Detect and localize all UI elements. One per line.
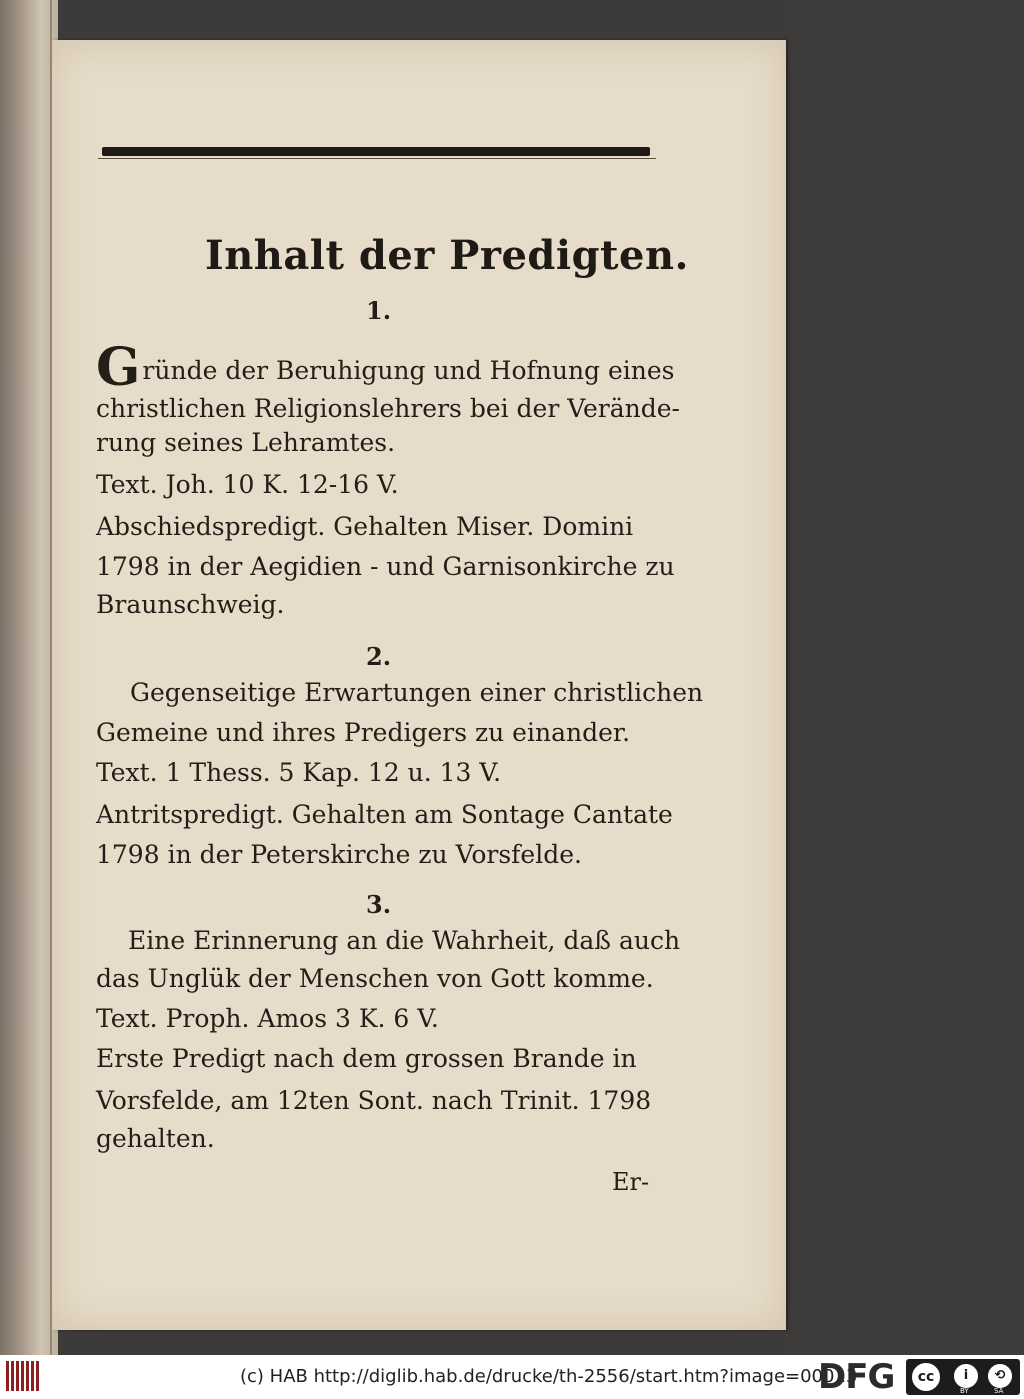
header-rule xyxy=(102,147,650,156)
section-1-line-6: 1798 in der Aegidien - und Garnisonkirche zu xyxy=(96,552,675,581)
copyright-link[interactable]: (c) HAB http://diglib.hab.de/drucke/th-2556/start.htm?image=00013 xyxy=(240,1366,858,1387)
attribution-icon: i xyxy=(952,1362,980,1390)
section-3-line-2: das Unglük der Menschen von Gott komme. xyxy=(96,964,654,993)
barcode-icon xyxy=(6,1361,40,1391)
footer-bar xyxy=(0,1355,1024,1399)
section-2-line-3: Text. 1 Thess. 5 Kap. 12 u. 13 V. xyxy=(96,758,502,787)
cc-icon: cc xyxy=(910,1361,942,1393)
page-title: Inhalt der Predigten. xyxy=(205,232,689,279)
section-1-line-1 xyxy=(96,337,675,398)
section-2-line-5: 1798 in der Peterskirche zu Vorsfelde. xyxy=(96,840,582,869)
section-2-line-2: Gemeine und ihres Predigers zu einander. xyxy=(96,718,631,747)
section-number-3: 3. xyxy=(366,890,392,919)
cc-license-badge[interactable] xyxy=(906,1359,1020,1395)
section-3-line-1: Eine Erinnerung an die Wahrheit, daß auch xyxy=(128,926,681,955)
license-sa-label: SA xyxy=(994,1387,1004,1395)
section-1-line-7: Braunschweig. xyxy=(96,590,285,619)
section-1-line-2: christlichen Religionslehrers bei der Verände- xyxy=(96,394,681,423)
share-alike-icon: ⟲ xyxy=(986,1362,1014,1390)
section-1-line-3: rung seines Lehramtes. xyxy=(96,428,396,457)
background-right xyxy=(786,0,1024,1355)
section-3-line-5: Vorsfelde, am 12ten Sont. nach Trinit. 1798 xyxy=(96,1086,652,1115)
section-3-line-3: Text. Proph. Amos 3 K. 6 V. xyxy=(96,1004,439,1033)
license-by-label: BY xyxy=(960,1387,969,1395)
catchword: Er- xyxy=(612,1168,650,1196)
section-number-2: 2. xyxy=(366,642,392,671)
section-3-line-4: Erste Predigt nach dem grossen Brande in xyxy=(96,1044,637,1073)
section-1-line-4: Text. Joh. 10 K. 12-16 V. xyxy=(96,470,399,499)
section-1-line-5: Abschiedspredigt. Gehalten Miser. Domini xyxy=(96,512,634,541)
section-2-line-4: Antritspredigt. Gehalten am Sontage Cantate xyxy=(96,800,673,829)
dfg-logo: DFG xyxy=(818,1357,895,1397)
section-3-line-6: gehalten. xyxy=(96,1124,215,1153)
drop-initial: G xyxy=(96,337,141,398)
left-page-edges xyxy=(0,0,58,1355)
section-2-line-1: Gegenseitige Erwartungen einer christlichen xyxy=(130,678,704,707)
section-1-line-1-text: ründe der Beruhigung und Hofnung eines xyxy=(142,356,675,385)
section-number-1: 1. xyxy=(366,296,392,325)
